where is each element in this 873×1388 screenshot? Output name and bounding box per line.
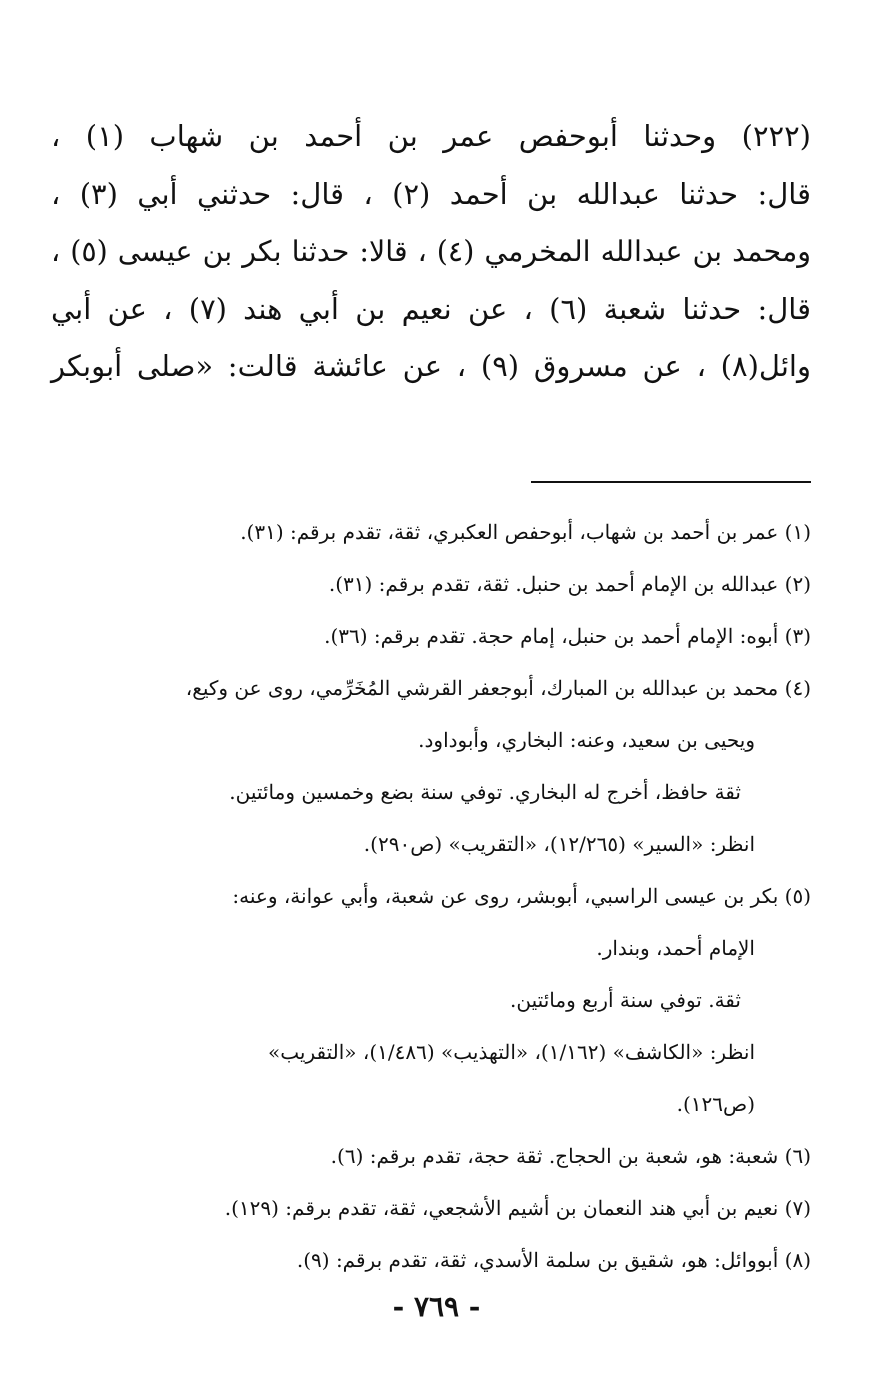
footnote-line: الإمام أحمد، وبندار.	[596, 936, 755, 960]
hadith-line: (٢٢٢) وحدثنا أبوحفص عمر بن أحمد بن شهاب (١) ،	[51, 119, 811, 153]
footnote-line: (٨) أبووائل: هو، شقيق بن سلمة الأسدي، ثقة، تقدم برقم: (٩).	[296, 1248, 811, 1272]
footnote-line: انظر: «السير» (١٢/٢٦٥)، «التقريب» (ص٢٩٠).	[363, 832, 755, 856]
footnote-line: (٧) نعيم بن أبي هند النعمان بن أشيم الأشجعي، ثقة، تقدم برقم: (١٢٩).	[224, 1196, 811, 1220]
footnote-line: ويحيى بن سعيد، وعنه: البخاري، وأبوداود.	[418, 728, 755, 752]
hadith-line: ومحمد بن عبدالله المخرمي (٤) ، قالا: حدثنا بكر بن عيسى (٥) ،	[51, 235, 811, 268]
footnote-divider	[531, 481, 811, 483]
hadith-line: وائل(٨) ، عن مسروق (٩) ، عن عائشة قالت: «صلى أبوبكر	[51, 349, 811, 383]
hadith-text	[51, 108, 811, 396]
hadith-line: قال: حدثنا شعبة (٦) ، عن نعيم بن أبي هند (٧) ، عن أبي	[51, 291, 811, 326]
footnote-line: (٢) عبدالله بن الإمام أحمد بن حنبل. ثقة، تقدم برقم: (٣١).	[328, 572, 811, 596]
footnote-line: (٥) بكر بن عيسى الراسبي، أبوبشر، روى عن شعبة، وأبي عوانة، وعنه:	[232, 884, 811, 908]
footnote-line: (ص١٢٦).	[676, 1092, 755, 1116]
footnote-line: ثقة. توفي سنة أربع ومائتين.	[510, 988, 741, 1012]
hadith-line: قال: حدثنا عبدالله بن أحمد (٢) ، قال: حدثني أبي (٣) ،	[51, 176, 811, 211]
footnote-line: (١) عمر بن أحمد بن شهاب، أبوحفص العكبري، ثقة، تقدم برقم: (٣١).	[240, 520, 811, 544]
footnote-line: (٣) أبوه: الإمام أحمد بن حنبل، إمام حجة. تقدم برقم: (٣٦).	[324, 624, 811, 648]
footnotes	[71, 506, 811, 1286]
footnote-line: انظر: «الكاشف» (١/١٦٢)، «التهذيب» (١/٤٨٦)، «التقريب»	[268, 1040, 755, 1064]
footnote-line: (٦) شعبة: هو، شعبة بن الحجاج. ثقة حجة، تقدم برقم: (٦).	[330, 1144, 811, 1168]
footnote-line: (٤) محمد بن عبدالله بن المبارك، أبوجعفر القرشي المُخَرِّمي، روى عن وكيع،	[185, 676, 811, 700]
footnote-line: ثقة حافظ، أخرج له البخاري. توفي سنة بضع وخمسين ومائتين.	[229, 780, 741, 804]
page-number: - ٧٦٩ -	[392, 1290, 481, 1323]
